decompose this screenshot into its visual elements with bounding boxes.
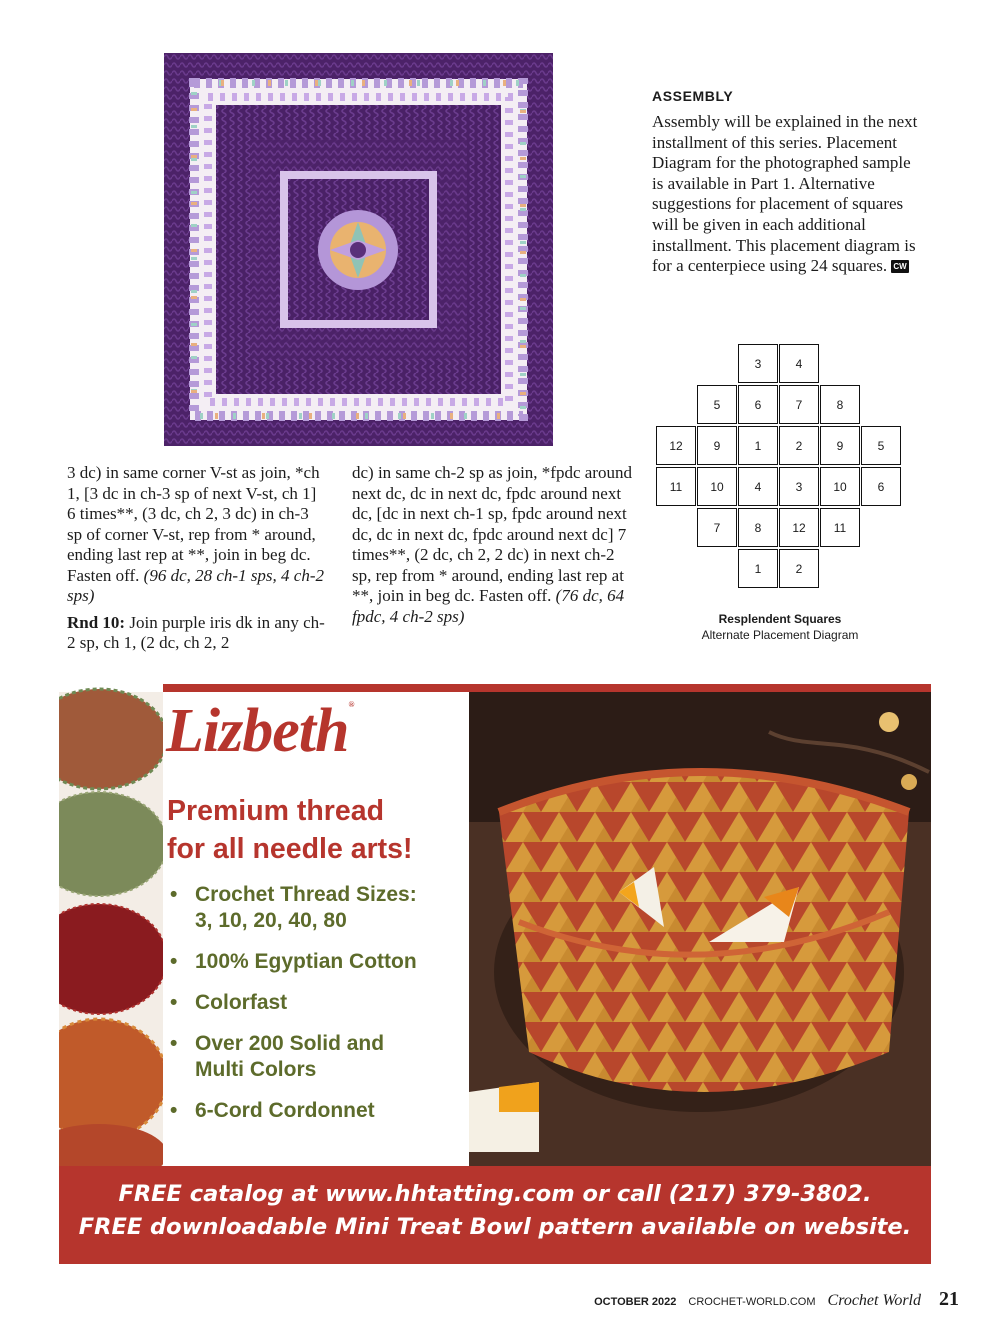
page-number: 21: [939, 1288, 959, 1310]
diagram-cell: 10: [820, 467, 860, 506]
diagram-cell: 7: [697, 508, 737, 547]
feature-item: • Over 200 Solid and Multi Colors: [169, 1031, 499, 1083]
website: CROCHET-WORLD.COM: [688, 1296, 816, 1308]
diagram-cell: 4: [779, 344, 819, 383]
diagram-cell: 8: [738, 508, 778, 547]
lizbeth-logo: Lizbeth®: [166, 697, 354, 765]
caption-title: Resplendent Squares: [718, 612, 842, 626]
diagram-cell: 9: [820, 426, 860, 465]
instructions-column-2: [352, 463, 637, 627]
round-10-continued: dc) in same ch-2 sp as join, *fpdc around next dc, dc in next dc, fpdc around next dc, [dc in next ch-1 sp, fpdc around next dc, dc in next dc, fpdc around next dc] 7 times**, (2 dc, ch 2, 2 dc) in next ch-2 sp, rep from * around, ending last rep at **, join in beg dc. Fasten off. (76 dc, 64 fpdc, 4 ch-2 sps): [352, 463, 632, 626]
diagram-cell: 6: [861, 467, 901, 506]
diagram-cell: 11: [656, 467, 696, 506]
diagram-caption: [660, 611, 900, 643]
diagram-cell: 1: [738, 549, 778, 588]
treat-bowl-photo: [469, 692, 931, 1166]
diagram-cell: 5: [861, 426, 901, 465]
magazine-title: Crochet World: [827, 1292, 921, 1309]
ad-headline: Premium thread for all needle arts!: [167, 795, 413, 865]
instructions-column-1: [67, 463, 325, 654]
diagram-cell: 5: [697, 385, 737, 424]
diagram-cell: 6: [738, 385, 778, 424]
diagram-cell: 12: [656, 426, 696, 465]
diagram-cell: 9: [697, 426, 737, 465]
assembly-section: [652, 88, 924, 277]
cw-end-mark: CW: [893, 262, 907, 272]
thread-spools-image: [59, 684, 163, 1166]
diagram-cell: 2: [779, 426, 819, 465]
page-footer: [594, 1288, 959, 1312]
diagram-cell: 11: [820, 508, 860, 547]
feature-item: • Crochet Thread Sizes: 3, 10, 20, 40, 80: [169, 882, 499, 934]
diagram-cell: 3: [738, 344, 778, 383]
pattern-line: FREE downloadable Mini Treat Bowl pattern available on website.: [78, 1214, 912, 1240]
diagram-cell: 3: [779, 467, 819, 506]
caption-subtitle: Alternate Placement Diagram: [701, 628, 859, 642]
feature-item: • 100% Egyptian Cotton: [169, 949, 499, 975]
issue-date: OCTOBER 2022: [594, 1296, 677, 1308]
assembly-text: Assembly will be explained in the next installment of this series. Placement Diagram for the photographed sample is available in Part 1. Alternative suggestions for placement of squares will be given in each additional installment. This placement diagram is for a centerpiece using 24 squares. CW: [652, 112, 918, 276]
diagram-cell: 10: [697, 467, 737, 506]
diagram-cell: 2: [779, 549, 819, 588]
round-10-label: Rnd 10:: [67, 612, 126, 632]
diagram-cell: 7: [779, 385, 819, 424]
crochet-square-photo: [164, 53, 553, 446]
assembly-heading: ASSEMBLY: [652, 88, 734, 104]
feature-item: • Colorfast: [169, 990, 499, 1016]
round-9-continued: 3 dc) in same corner V-st as join, *ch 1, [3 dc in ch-3 sp of next V-st, ch 1] 6 times**, (3 dc, ch 2, 3 dc) in ch-3 sp of corner V-st, rep from * around, ending last rep at **, join in beg dc. Fasten off. (96 dc, 28 ch-1 sps, 4 ch-2 sps): [67, 463, 325, 605]
placement-diagram: [656, 344, 906, 594]
lizbeth-advertisement: [59, 684, 931, 1264]
diagram-cell: 4: [738, 467, 778, 506]
round-10-start: Rnd 10: Join purple iris dk in any ch-2 sp, ch 1, (2 dc, ch 2, 2: [67, 612, 325, 652]
diagram-cell: 1: [738, 426, 778, 465]
diagram-cell: 8: [820, 385, 860, 424]
diagram-cell: 12: [779, 508, 819, 547]
ad-footer-text: [59, 1178, 931, 1244]
catalog-line: FREE catalog at www.hhtatting.com or call (217) 379-3802.: [118, 1181, 872, 1207]
stitch-count: (76 dc, 64 fpdc, 4 ch-2 sps): [352, 586, 625, 626]
feature-list: [169, 882, 499, 1139]
stitch-count: (96 dc, 28 ch-1 sps, 4 ch-2 sps): [67, 565, 325, 605]
feature-item: • 6-Cord Cordonnet: [169, 1098, 499, 1124]
